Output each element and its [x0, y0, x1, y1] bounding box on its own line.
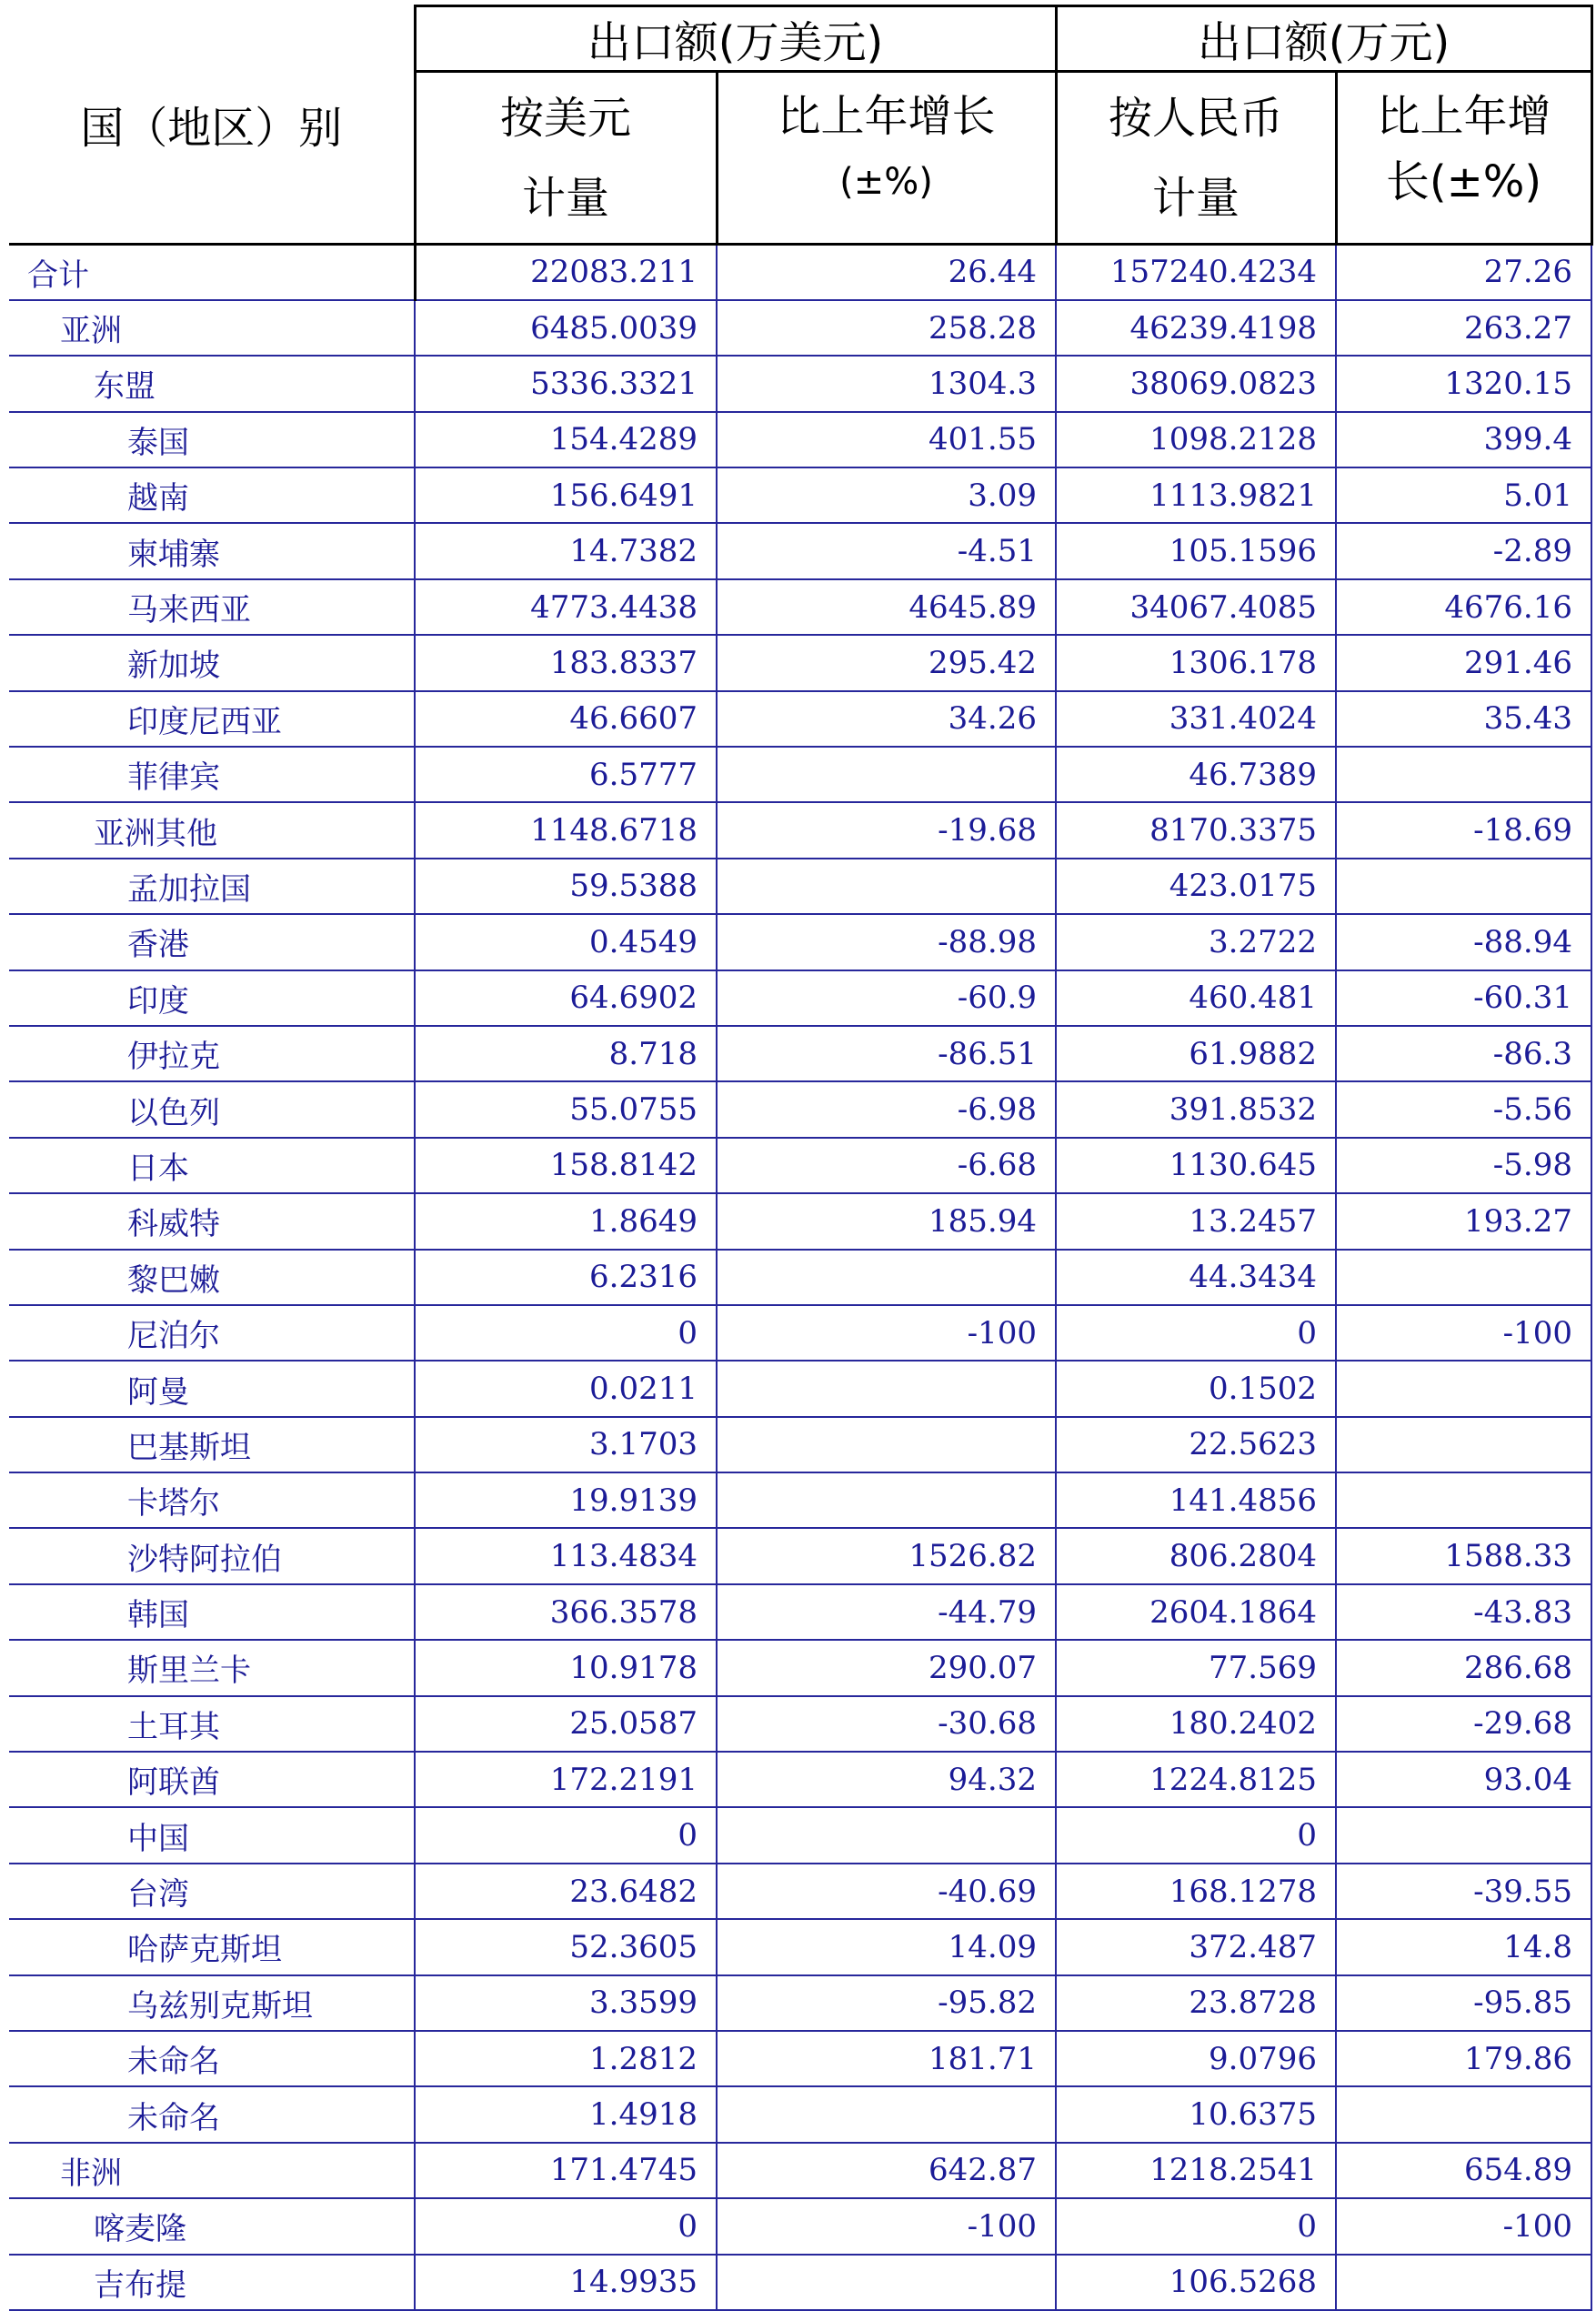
usd-value-cell: 171.4745: [415, 2143, 717, 2198]
cny-growth-cell: 5.01: [1336, 467, 1591, 523]
usd-growth-cell: [717, 1472, 1056, 1528]
cny-value-cell: 22.5623: [1056, 1417, 1336, 1472]
region-cell: 亚洲其他: [9, 802, 415, 858]
usd-growth-cell: 185.94: [717, 1193, 1056, 1249]
cny-value-cell: 106.5268: [1056, 2255, 1336, 2310]
usd-growth-cell: -95.82: [717, 1975, 1056, 2031]
table-row: [9, 1640, 1591, 1695]
cny-growth-cell: 291.46: [1336, 635, 1591, 690]
table-row: [9, 859, 1591, 914]
usd-growth-header: [717, 72, 1056, 245]
usd-value-cell: 0.0211: [415, 1361, 717, 1416]
usd-value-cell: 113.4834: [415, 1528, 717, 1583]
usd-growth-cell: 295.42: [717, 635, 1056, 690]
usd-growth-cell: -86.51: [717, 1026, 1056, 1081]
cny-growth-cell: -5.98: [1336, 1138, 1591, 1193]
table-row: [9, 1528, 1591, 1583]
region-cell: 哈萨克斯坦: [9, 1919, 415, 1974]
table-row: [9, 747, 1591, 802]
region-cell: 巴基斯坦: [9, 1417, 415, 1472]
usd-growth-cell: 34.26: [717, 691, 1056, 747]
region-cell: 韩国: [9, 1584, 415, 1640]
region-cell: 沙特阿拉伯: [9, 1528, 415, 1583]
region-cell: 菲律宾: [9, 747, 415, 802]
table-row: [9, 1138, 1591, 1193]
region-cell: 伊拉克: [9, 1026, 415, 1081]
cny-value-header: [1056, 72, 1336, 245]
table-row: [9, 1696, 1591, 1752]
region-cell: 印度: [9, 970, 415, 1026]
table-row: [9, 970, 1591, 1026]
table-row: [9, 1417, 1591, 1472]
usd-growth-cell: 258.28: [717, 300, 1056, 356]
usd-value-header-line2: 计量: [521, 172, 609, 224]
table-row: [9, 635, 1591, 690]
table-row: [9, 914, 1591, 970]
usd-value-cell: 55.0755: [415, 1081, 717, 1137]
cny-value-cell: 141.4856: [1056, 1472, 1336, 1528]
cny-value-cell: 0: [1056, 1305, 1336, 1361]
usd-value-cell: 0: [415, 2198, 717, 2254]
cny-growth-cell: -5.56: [1336, 1081, 1591, 1137]
usd-growth-cell: 1304.3: [717, 356, 1056, 411]
cny-value-cell: 0.1502: [1056, 1361, 1336, 1416]
usd-value-cell: 14.9935: [415, 2255, 717, 2310]
cny-value-cell: 1306.178: [1056, 635, 1336, 690]
usd-growth-cell: 642.87: [717, 2143, 1056, 2198]
cny-value-cell: 77.569: [1056, 1640, 1336, 1695]
usd-value-cell: 59.5388: [415, 859, 717, 914]
region-cell: 阿联酋: [9, 1752, 415, 1807]
region-cell: 土耳其: [9, 1696, 415, 1752]
usd-growth-cell: [717, 1250, 1056, 1305]
cny-value-cell: 1098.2128: [1056, 412, 1336, 467]
table-row: [9, 1305, 1591, 1361]
usd-growth-cell: 1526.82: [717, 1528, 1056, 1583]
cny-growth-header-line2: 长(±%): [1385, 156, 1542, 207]
usd-growth-cell: -100: [717, 2198, 1056, 2254]
usd-growth-cell: [717, 1807, 1056, 1863]
cny-growth-cell: [1336, 2255, 1591, 2310]
region-cell: 越南: [9, 467, 415, 523]
cny-growth-cell: -86.3: [1336, 1026, 1591, 1081]
usd-growth-cell: -60.9: [717, 970, 1056, 1026]
usd-growth-cell: -19.68: [717, 802, 1056, 858]
usd-value-cell: 1.8649: [415, 1193, 717, 1249]
cny-value-cell: 331.4024: [1056, 691, 1336, 747]
table-row: [9, 2031, 1591, 2086]
cny-growth-cell: 654.89: [1336, 2143, 1591, 2198]
cny-value-cell: 44.3434: [1056, 1250, 1336, 1305]
usd-value-cell: 3.3599: [415, 1975, 717, 2031]
region-cell: 未命名: [9, 2086, 415, 2142]
usd-value-cell: 22083.211: [415, 245, 717, 300]
cny-growth-cell: -18.69: [1336, 802, 1591, 858]
region-cell: 亚洲: [9, 300, 415, 356]
region-cell: 乌兹别克斯坦: [9, 1975, 415, 2031]
cny-value-cell: 105.1596: [1056, 523, 1336, 578]
table-row: [9, 2143, 1591, 2198]
cny-growth-cell: -60.31: [1336, 970, 1591, 1026]
cny-growth-cell: 27.26: [1336, 245, 1591, 300]
cny-value-cell: 372.487: [1056, 1919, 1336, 1974]
usd-growth-cell: [717, 2255, 1056, 2310]
cny-growth-cell: -88.94: [1336, 914, 1591, 970]
usd-value-cell: 23.6482: [415, 1864, 717, 1919]
usd-value-cell: 46.6607: [415, 691, 717, 747]
cny-growth-cell: 399.4: [1336, 412, 1591, 467]
usd-value-cell: 0.4549: [415, 914, 717, 970]
cny-growth-cell: 4676.16: [1336, 579, 1591, 635]
usd-growth-cell: 14.09: [717, 1919, 1056, 1974]
cny-growth-header: [1336, 72, 1591, 245]
region-cell: 马来西亚: [9, 579, 415, 635]
usd-value-cell: 6.2316: [415, 1250, 717, 1305]
usd-value-header: [415, 72, 717, 245]
table-row: [9, 1807, 1591, 1863]
cny-value-cell: 46239.4198: [1056, 300, 1336, 356]
usd-growth-header-line2: (±%): [839, 161, 933, 203]
usd-group-header: 出口额(万美元): [415, 6, 1056, 72]
usd-growth-cell: [717, 1417, 1056, 1472]
region-cell: 吉布提: [9, 2255, 415, 2310]
region-cell: 东盟: [9, 356, 415, 411]
cny-growth-cell: -100: [1336, 2198, 1591, 2254]
usd-growth-cell: -30.68: [717, 1696, 1056, 1752]
cny-value-cell: 46.7389: [1056, 747, 1336, 802]
cny-value-cell: 157240.4234: [1056, 245, 1336, 300]
table-row: [9, 467, 1591, 523]
usd-growth-cell: -4.51: [717, 523, 1056, 578]
usd-growth-cell: 290.07: [717, 1640, 1056, 1695]
cny-value-cell: 1113.9821: [1056, 467, 1336, 523]
usd-growth-cell: [717, 1361, 1056, 1416]
cny-value-cell: 1218.2541: [1056, 2143, 1336, 2198]
table-row: [9, 245, 1591, 300]
cny-value-cell: 23.8728: [1056, 1975, 1336, 2031]
usd-value-cell: 1.2812: [415, 2031, 717, 2086]
table-row: [9, 1472, 1591, 1528]
table-row: [9, 2198, 1591, 2254]
usd-value-cell: 0: [415, 1807, 717, 1863]
usd-value-header-line1: 按美元: [499, 92, 631, 144]
cny-value-header-line2: 计量: [1151, 172, 1240, 224]
cny-growth-cell: 286.68: [1336, 1640, 1591, 1695]
cny-growth-cell: 93.04: [1336, 1752, 1591, 1807]
table-row: [9, 2255, 1591, 2310]
table-row: [9, 1584, 1591, 1640]
region-cell: 黎巴嫩: [9, 1250, 415, 1305]
usd-value-cell: 156.6491: [415, 467, 717, 523]
export-table: [9, 5, 1593, 2311]
cny-growth-cell: 14.8: [1336, 1919, 1591, 1974]
cny-group-header: 出口额(万元): [1056, 6, 1591, 72]
cny-growth-cell: [1336, 1361, 1591, 1416]
usd-growth-cell: [717, 859, 1056, 914]
cny-value-cell: 806.2804: [1056, 1528, 1336, 1583]
region-cell: 孟加拉国: [9, 859, 415, 914]
table-row: [9, 2086, 1591, 2142]
region-cell: 非洲: [9, 2143, 415, 2198]
region-cell: 印度尼西亚: [9, 691, 415, 747]
cny-value-cell: 0: [1056, 1807, 1336, 1863]
usd-value-cell: 3.1703: [415, 1417, 717, 1472]
cny-growth-cell: -2.89: [1336, 523, 1591, 578]
cny-growth-cell: [1336, 1250, 1591, 1305]
region-cell: 喀麦隆: [9, 2198, 415, 2254]
cny-value-cell: 3.2722: [1056, 914, 1336, 970]
table-row: [9, 1752, 1591, 1807]
usd-value-cell: 183.8337: [415, 635, 717, 690]
cny-value-cell: 0: [1056, 2198, 1336, 2254]
cny-value-cell: 34067.4085: [1056, 579, 1336, 635]
usd-growth-cell: 4645.89: [717, 579, 1056, 635]
usd-value-cell: 52.3605: [415, 1919, 717, 1974]
usd-growth-cell: -100: [717, 1305, 1056, 1361]
cny-growth-cell: 35.43: [1336, 691, 1591, 747]
table-row: [9, 691, 1591, 747]
region-cell: 未命名: [9, 2031, 415, 2086]
usd-growth-cell: -40.69: [717, 1864, 1056, 1919]
usd-growth-cell: -88.98: [717, 914, 1056, 970]
usd-value-cell: 14.7382: [415, 523, 717, 578]
table-row: [9, 1919, 1591, 1974]
cny-value-cell: 10.6375: [1056, 2086, 1336, 2142]
cny-value-cell: 8170.3375: [1056, 802, 1336, 858]
usd-value-cell: 19.9139: [415, 1472, 717, 1528]
usd-value-cell: 158.8142: [415, 1138, 717, 1193]
table-row: [9, 1250, 1591, 1305]
cny-value-cell: 1130.645: [1056, 1138, 1336, 1193]
region-cell: 中国: [9, 1807, 415, 1863]
region-cell: 合计: [9, 245, 415, 300]
cny-value-cell: 61.9882: [1056, 1026, 1336, 1081]
usd-growth-cell: 401.55: [717, 412, 1056, 467]
region-cell: 斯里兰卡: [9, 1640, 415, 1695]
usd-growth-header-line1: 比上年增长: [777, 91, 996, 142]
table-row: [9, 523, 1591, 578]
table-row: [9, 356, 1591, 411]
table-row: [9, 1975, 1591, 2031]
cny-value-cell: 168.1278: [1056, 1864, 1336, 1919]
usd-value-cell: 25.0587: [415, 1696, 717, 1752]
cny-growth-cell: 1588.33: [1336, 1528, 1591, 1583]
region-cell: 泰国: [9, 412, 415, 467]
usd-growth-cell: [717, 747, 1056, 802]
cny-growth-cell: -95.85: [1336, 1975, 1591, 2031]
cny-growth-cell: [1336, 1417, 1591, 1472]
table-row: [9, 1193, 1591, 1249]
cny-growth-cell: 263.27: [1336, 300, 1591, 356]
cny-growth-cell: -29.68: [1336, 1696, 1591, 1752]
usd-growth-cell: -6.98: [717, 1081, 1056, 1137]
region-cell: 尼泊尔: [9, 1305, 415, 1361]
usd-value-cell: 8.718: [415, 1026, 717, 1081]
usd-value-cell: 1.4918: [415, 2086, 717, 2142]
usd-value-cell: 6485.0039: [415, 300, 717, 356]
region-cell: 科威特: [9, 1193, 415, 1249]
cny-growth-header-line1: 比上年增: [1376, 91, 1551, 142]
usd-growth-cell: -6.68: [717, 1138, 1056, 1193]
cny-value-cell: 391.8532: [1056, 1081, 1336, 1137]
cny-value-cell: 460.481: [1056, 970, 1336, 1026]
cny-growth-cell: [1336, 747, 1591, 802]
cny-value-cell: 9.0796: [1056, 2031, 1336, 2086]
table-row: [9, 412, 1591, 467]
usd-growth-cell: 181.71: [717, 2031, 1056, 2086]
cny-growth-cell: [1336, 2086, 1591, 2142]
table-row: [9, 802, 1591, 858]
usd-growth-cell: -44.79: [717, 1584, 1056, 1640]
usd-growth-cell: 26.44: [717, 245, 1056, 300]
usd-growth-cell: 94.32: [717, 1752, 1056, 1807]
table-row: [9, 1361, 1591, 1416]
region-cell: 新加坡: [9, 635, 415, 690]
region-cell: 柬埔寨: [9, 523, 415, 578]
table-row: [9, 1864, 1591, 1919]
usd-value-cell: 366.3578: [415, 1584, 717, 1640]
usd-growth-cell: 3.09: [717, 467, 1056, 523]
cny-growth-cell: -43.83: [1336, 1584, 1591, 1640]
usd-value-cell: 4773.4438: [415, 579, 717, 635]
region-cell: 香港: [9, 914, 415, 970]
usd-value-cell: 1148.6718: [415, 802, 717, 858]
cny-growth-cell: 179.86: [1336, 2031, 1591, 2086]
usd-value-cell: 5336.3321: [415, 356, 717, 411]
cny-value-header-line1: 按人民币: [1108, 92, 1283, 144]
table-row: [9, 1026, 1591, 1081]
region-cell: 阿曼: [9, 1361, 415, 1416]
table-body: [9, 245, 1591, 2310]
region-cell: 以色列: [9, 1081, 415, 1137]
usd-value-cell: 6.5777: [415, 747, 717, 802]
cny-growth-cell: [1336, 1472, 1591, 1528]
cny-growth-cell: [1336, 859, 1591, 914]
usd-value-cell: 172.2191: [415, 1752, 717, 1807]
cny-value-cell: 180.2402: [1056, 1696, 1336, 1752]
usd-value-cell: 154.4289: [415, 412, 717, 467]
table-row: [9, 300, 1591, 356]
cny-value-cell: 423.0175: [1056, 859, 1336, 914]
cny-value-cell: 1224.8125: [1056, 1752, 1336, 1807]
table-row: [9, 579, 1591, 635]
cny-growth-cell: -39.55: [1336, 1864, 1591, 1919]
cny-value-cell: 38069.0823: [1056, 356, 1336, 411]
cny-growth-cell: [1336, 1807, 1591, 1863]
usd-value-cell: 64.6902: [415, 970, 717, 1026]
cny-growth-cell: -100: [1336, 1305, 1591, 1361]
cny-value-cell: 13.2457: [1056, 1193, 1336, 1249]
usd-growth-cell: [717, 2086, 1056, 2142]
region-cell: 日本: [9, 1138, 415, 1193]
region-cell: 台湾: [9, 1864, 415, 1919]
cny-growth-cell: 193.27: [1336, 1193, 1591, 1249]
region-header: 国（地区）别: [9, 6, 415, 245]
table-row: [9, 1081, 1591, 1137]
cny-growth-cell: 1320.15: [1336, 356, 1591, 411]
usd-value-cell: 10.9178: [415, 1640, 717, 1695]
usd-value-cell: 0: [415, 1305, 717, 1361]
cny-value-cell: 2604.1864: [1056, 1584, 1336, 1640]
region-cell: 卡塔尔: [9, 1472, 415, 1528]
